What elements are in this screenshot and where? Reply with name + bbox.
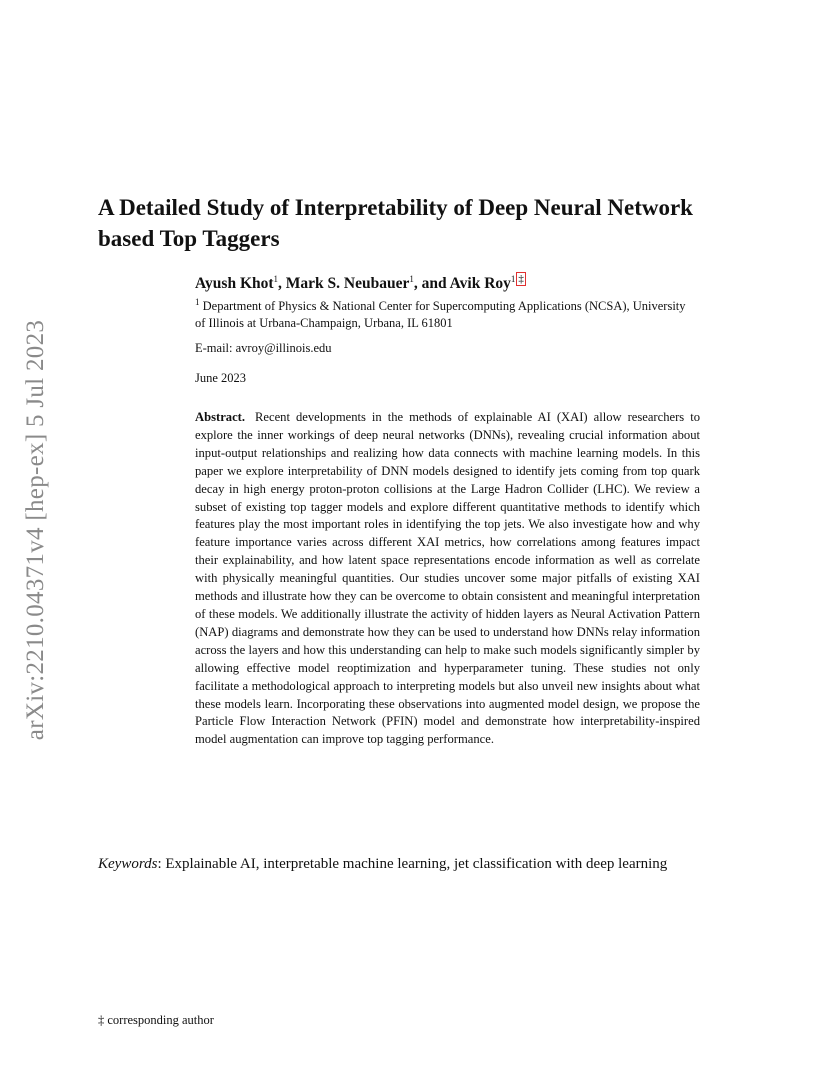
keywords-text: Explainable AI, interpretable machine learning, jet classification with deep learning	[165, 856, 668, 872]
corresponding-author-footnote: ‡ corresponding author	[98, 1013, 214, 1027]
arxiv-identifier-text: arXiv:2210.04371v4 [hep-ex] 5 Jul 2023	[22, 319, 49, 741]
author-affiliation-mark: 1	[409, 274, 414, 284]
author-name: Avik Roy	[449, 275, 511, 293]
affiliation-text: Department of Physics & National Center for Supercomputing Applications (NCSA), University of Illinois at Urbana-Champaign, Urbana, IL 61801	[195, 299, 686, 330]
keywords-colon: :	[157, 856, 166, 872]
corresponding-author-footnote-link[interactable]: ‡	[518, 273, 524, 285]
author-name: Mark S. Neubauer	[285, 275, 410, 293]
author-affiliation-mark: 1	[510, 274, 516, 284]
abstract-text: Recent developments in the methods of explainable AI (XAI) allow researchers to explore the inner workings of deep neural networks (DNNs), revealing crucial information about input-output relationships and realizing how data connects with machine learning models. In this paper we explore interpretability of DNN models designed to identify jets coming from top quark decay in high energy proton-proton collisions at the Large Hadron Collider (LHC). We review a subset of existing top tagger models and explore different quantitative methods to identify which features play the most important roles in identifying the top jets. We also investigate how and why feature importance varies across different XAI metrics, how correlations among features impact their explainability, and how latent space representations encode information as well as correlate with physically meaningful quantities. Our studies uncover some major pitfalls of existing XAI methods and illustrate how they can be overcome to obtain consistent and meaningful interpretation of these models. We additionally illustrate the activity of hidden layers as Neural Activation Pattern (NAP) diagrams and demonstrate how they can be used to understand how DNNs relay information across the layers and how this understanding can help to make such models significantly simpler by allowing effective model reoptimization and hyperparameter tuning. These studies not only facilitate a methodological approach to interpreting models but also unveil new insights about what these models learn. Incorporating these observations into augmented model design, we propose the Particle Flow Interaction Network (PFIN) model and demonstrate how interpretability-inspired model augmentation can improve top tagging performance.	[195, 410, 700, 747]
author-separator: ,	[278, 275, 286, 293]
author-separator: , and	[413, 275, 450, 293]
affiliation	[195, 298, 695, 332]
abstract-heading: Abstract.	[195, 410, 246, 424]
contact-email: E-mail: avroy@illinois.edu	[195, 341, 332, 355]
paper-title: A Detailed Study of Interpretability of Deep Neural Network based Top Taggers	[98, 195, 693, 251]
affiliation-number: 1	[195, 296, 200, 307]
author-list	[195, 272, 526, 293]
keywords-label: Keywords	[98, 856, 158, 872]
arxiv-identifier-stamp	[20, 300, 52, 760]
abstract	[195, 409, 700, 749]
author-affiliation-mark: 1	[273, 274, 279, 284]
author-name: Ayush Khot	[195, 275, 274, 293]
publication-date: June 2023	[195, 371, 247, 385]
keywords	[98, 853, 700, 875]
